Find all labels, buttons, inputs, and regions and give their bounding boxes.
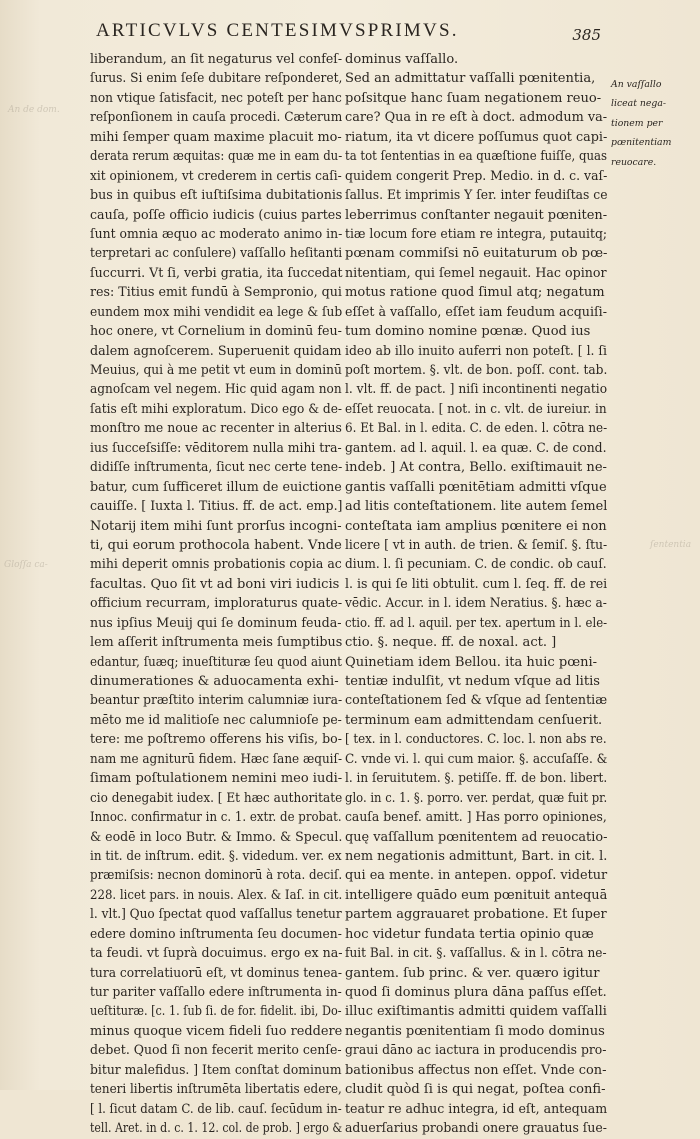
text-line: 228. licet pars. in nouis. Alex. & Iaſ. in cit. [90,887,343,903]
text-line: derata rerum æquitas: quæ me in eam du- [90,149,343,165]
right-text-column [345,50,607,1139]
text-line: leberrimus conſtanter negauit pœniten- [345,207,608,223]
text-line: glo. in c. 1. §. porro. ver. perdat, quæ fuit pr. [345,790,608,806]
text-line: l. is qui ſe liti obtulit. cum l. ſeq. ff. de rei [345,576,608,592]
bleed-through-text: ſententia [650,540,692,550]
text-line: C. vnde vi. l. qui cum maior. §. accuſaſſe. & [345,751,608,767]
text-line: poſsitque hanc ſuam negationem reuo- [345,90,602,106]
running-head: ARTICVLVS CENTESIMVSPRIMVS. [96,20,459,41]
text-line: Innoc. confirmatur in c. 1. extr. de probat. [90,810,342,826]
text-line: in tit. de inſtrum. edit. §. videdum. ver. ex [90,848,342,864]
bleed-through-text: Gloſſa ca- [4,560,48,570]
text-line: Notarij item mihi ſunt prorſus incogni- [90,518,342,534]
text-line: ideo ab illo inuito auferri non poteſt. [ l. ſi [345,343,607,359]
text-line: res: Titius emit fundū à Sempronio, qui [90,285,342,301]
text-line: Meuius, qui à me petit vt eum in dominū [90,363,342,378]
text-line: conteſtationem ſed & vſque ad ſententiæ [345,693,608,709]
text-line: gantem. ſub princ. & ver. quæro igitur [345,965,600,981]
text-line: mihi ſemper quam maxime placuit mo- [90,129,342,145]
text-line: tere: me poſtremo offerens his viſis, bo- [90,732,342,748]
text-line: ctio. ff. ad l. aquil. per tex. apertum in l. ele- [345,615,608,631]
text-line: dalem agnoſcerem. Superuenit quidam [90,343,342,359]
text-line: ſurus. Si enim ſeſe dubitare reſponderet, [90,71,343,87]
page-number: 385 [572,26,601,44]
text-line: riatum, ita vt dicere poſſumus quot capi- [345,129,608,145]
text-line: ſunt omnia æquo ac moderato animo in- [90,226,343,242]
margin-note-line: reuocare. [611,156,657,168]
text-line: cauiſſe. [ Iuxta l. Titius. ff. de act. emp.] [90,499,343,515]
text-line: ctio. §. neque. ff. de noxal. act. ] [345,635,557,651]
text-line: conteſtata iam amplius pœnitere ei non [345,518,607,534]
text-line: bitur malefidus. ] Item conſtat dominum [90,1062,342,1078]
text-line: negantis pœnitentiam ſi modo dominus [345,1023,605,1039]
margin-note-line: liceat nega- [611,98,667,110]
text-line: care? Qua in re eſt à doct. admodum va- [345,110,608,126]
text-line: didiſſe inſtrumenta, ſicut nec certe tene- [90,460,343,476]
text-line: mihi deperit omnis probationis copia ac [90,557,342,573]
text-line: agnoſcam vel negem. Hic quid agam non [90,382,342,398]
text-line: ad litis conteſtationem. lite autem ſemel [345,499,608,515]
text-line: ſallus. Et imprimis Y ſer. inter feudiſtas ce [345,188,608,204]
text-line: præmiſsis: necnon dominorū à rota. deciſ. [90,868,343,884]
text-line: eundem mox mihi vendidit ea lege & ſub [90,304,343,320]
text-line: cauſa benef. amitt. ] Has porro opiniones, [345,810,607,826]
text-line: edere domino inſtrumenta ſeu documen- [90,926,342,942]
text-line: Quinetiam idem Bellou. ita huic pœni- [345,654,598,670]
text-line: ta tot ſententias in ea quæſtione fuiſſe, quas [345,149,607,165]
text-line: nus ipſius Meuij qui ſe dominum feuda- [90,615,342,631]
text-line: minus quoque vicem fideli ſuo reddere [90,1023,343,1039]
text-line: vēdic. Accur. in l. idem Neratius. §. hæc a- [345,596,607,612]
text-line: nitentiam, qui ſemel negauit. Hac opinor [345,265,607,281]
text-line: mēto me id malitioſe nec calumnioſe pe- [90,712,342,728]
text-line: liberandum, an ſit negaturus vel confeſ- [90,52,343,67]
text-line: cludit quòd ſi is qui negat, poſtea confi- [345,1082,606,1098]
text-line: tur pariter vaſſallo edere inſtrumenta in- [90,985,342,1000]
text-line: facultas. Quo ſit vt ad boni viri iudicis [90,576,340,592]
text-line: indeb. ] At contra, Bello. exiſtimauit ne- [345,460,607,476]
text-line: ſatis eſt mihi exploratum. Dico ego & de- [90,401,343,417]
text-line: dium. l. ſi pecuniam. C. de condic. ob cauſ. [345,557,607,573]
text-line: batur, cum ſufficeret illum de euictione [90,479,342,495]
text-line: fuit Bal. in cit. §. vaſſallus. & in l. cōtra ne- [345,946,607,962]
margin-note-line: tionem per [611,117,663,129]
text-line: aduerſarius probandi onere grauatus ſue- [345,1121,607,1137]
text-line: tiæ locum fore etiam re integra, putauitq; [345,226,608,242]
text-line: terminum eam admittendam cenſuerit. [345,712,603,728]
text-line: illuc exiſtimantis admitti quidem vaſſalli [345,1004,607,1020]
text-line: monſtro me noue ac recenter in alterius [90,421,342,437]
text-line: eſſet reuocata. [ not. in c. vlt. de iureiur. in [345,401,607,417]
text-line: quę vaſſallum pœnitentem ad reuocatio- [345,829,608,845]
page-header [96,20,601,50]
text-line: quidem congerit Prep. Medio. in d. c. vaſ- [345,168,608,184]
text-line: ius ſucceſsiſſe: vēditorem nulla mihi tra- [90,440,342,456]
text-line: qui ea mente. in antepen. oppoſ. videtur [345,868,608,884]
text-line: teatur re adhuc integra, id eſt, antequam [345,1101,608,1117]
text-line: gantem. ad l. aquil. l. ea quæ. C. de cond. [345,440,607,456]
text-line: hoc videtur fundata tertia opinio quæ [345,926,594,942]
text-line: ueſtituræ. [c. 1. ſub ſi. de for. fidelit. ibi, Do- [90,1004,342,1020]
text-line: pœnam commiſsi nō euitaturum ob pœ- [345,246,608,262]
text-line: 6. Et Bal. in l. edita. C. de eden. l. cōtra ne- [345,421,608,437]
text-line: edantur, ſuæq; inueſtituræ ſeu quod aiunt [90,654,342,670]
text-line: dinumerationes & aduocamenta exhi- [90,674,339,689]
text-line: non vtique ſatisfacit, nec poteſt per hanc [90,90,342,106]
text-line: tura correlatiuorū eſt, vt dominus tenea- [90,965,343,981]
margin-note-line: An vaſſallo [611,79,662,90]
text-line: l. vlt.] Quo ſpectat quod vaſſallus tenetur [90,907,342,923]
text-line: officium recurram, imploraturus quate- [90,596,343,612]
text-line: beantur præſtito interim calumniæ iura- [90,693,343,709]
text-line: reſponſionem in cauſa procedi. Cæterum [90,110,343,126]
text-line: bus in quibus eſt iuſtiſsima dubitationis [90,188,343,204]
text-line: dominus vaſſallo. [345,52,459,67]
text-line: nem negationis admittunt, Bart. in cit. l. [345,848,608,864]
text-line: teneri libertis inſtrumēta libertatis edere, [90,1082,342,1098]
text-line: hoc onere, vt Cornelium in dominū feu- [90,324,342,340]
text-line: partem aggrauaret probatione. Et ſuper [345,907,607,923]
text-line: poſt mortem. §. vlt. de bon. poſſ. cont. tab. [345,363,608,378]
text-line: Sed an admittatur vaſſalli pœnitentia, [345,71,596,87]
text-line: nam me agniturū fidem. Hæc ſane æquiſ- [90,751,343,767]
text-line: intelligere quādo eum pœnituit antequā [345,887,608,903]
bleed-through-text: An de dom. [8,105,60,115]
text-line: gantis vaſſalli pœnitētiam admitti vſque [345,479,607,495]
text-line: l. vlt. ff. de pact. ] niſi incontinenti negatio [345,382,608,398]
text-line: graui dāno ac iactura in producendis pro- [345,1043,607,1059]
text-line: terpretari ac conſulere) vaſſallo heſitanti [90,246,343,262]
text-line: l. in ſeruitutem. §. petiſſe. ff. de bon. libert. [345,771,608,787]
text-line: tum domino nomine pœnæ. Quod ius [345,324,591,340]
text-line: ti, qui eorum prothocola habent. Vnde [90,537,342,553]
text-line: ſimam poſtulationem nemini meo iudi- [90,771,343,787]
text-line: cauſa, poſſe officio iudicis (cuius partes [90,207,342,223]
text-line: [ tex. in l. conductores. C. loc. l. non abs re. [345,732,607,748]
margin-note [611,79,697,176]
text-line: cio denegabit iudex. [ Et hæc authoritate [90,790,343,806]
text-line: ta feudi. vt ſuprà docuimus. ergo ex na- [90,946,343,962]
left-text-column [90,50,342,1139]
text-line: ſuccurri. Vt ſi, verbi gratia, ita ſuccedat [90,265,343,281]
text-line: tentiæ indulſit, vt nedum vſque ad litis [345,674,600,689]
text-line: [ l. ſicut datam C. de lib. cauſ. ſecūdum in- [90,1101,342,1117]
text-line: xit opinionem, vt crederem in certis caſi- [90,168,342,184]
text-line: debet. Quod ſi non fecerit merito cenſe- [90,1043,342,1059]
text-line: quod ſi dominus plura dāna paſſus eſſet. [345,985,607,1000]
text-line: licere [ vt in auth. de trien. & ſemiſ. §. ſtu- [345,537,608,553]
text-line: tell. Aret. in d. c. 1. 12. col. de prob. ] ergo & [90,1121,343,1137]
margin-note-line: pœnitentiam [611,137,672,149]
text-line: eſſet à vaſſallo, eſſet iam feudum acquiſi- [345,304,608,320]
text-line: motus ratione quod ſimul atq; negatum [345,285,605,301]
text-line: bationibus affectus non eſſet. Vnde con- [345,1062,607,1078]
text-line: & eodē in loco Butr. & Immo. & Specul. [90,829,343,845]
text-line: lem aſſerit inſtrumenta meis ſumptibus [90,635,343,651]
